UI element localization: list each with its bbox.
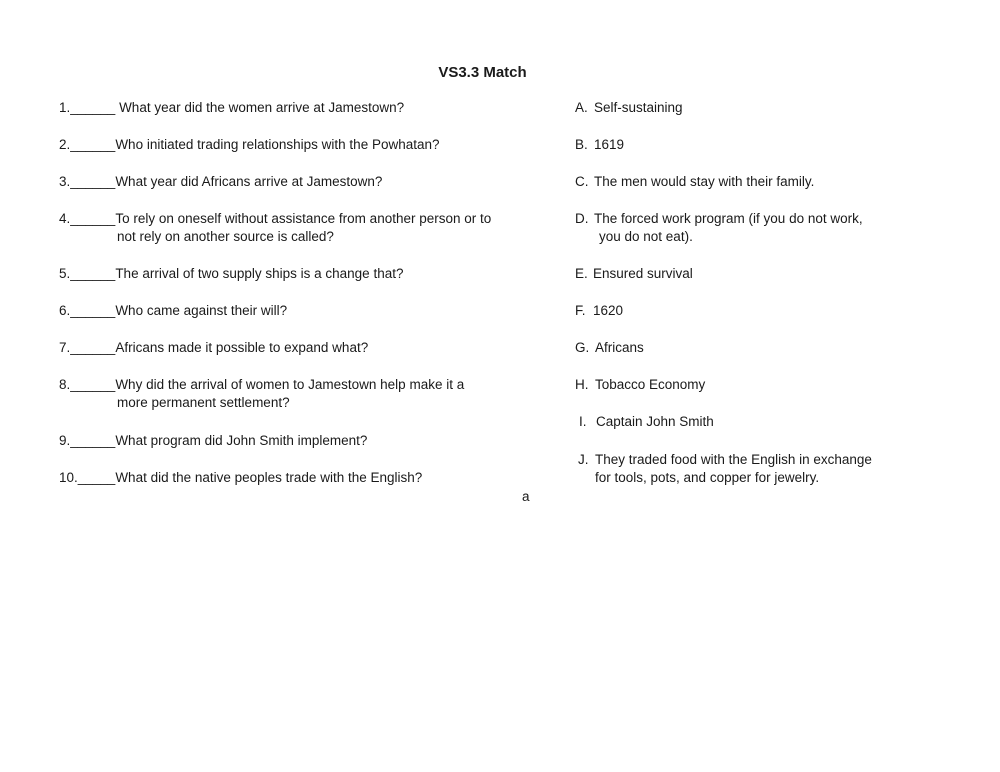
answer-letter: B.	[575, 137, 588, 152]
question-number: 4.______	[59, 211, 116, 226]
question-10	[59, 469, 422, 487]
answer-text: 1620	[593, 303, 624, 318]
answer-text: 1619	[594, 137, 625, 152]
answer-b	[575, 136, 624, 154]
answer-text: Self-sustaining	[594, 100, 683, 115]
answer-text: The forced work program (if you do not work,	[594, 211, 863, 226]
question-2	[59, 136, 440, 154]
question-number: 3.______	[59, 174, 116, 189]
question-3	[59, 173, 382, 191]
question-number: 2.______	[59, 137, 116, 152]
question-text: Africans made it possible to expand what?	[115, 340, 369, 355]
answer-g	[575, 339, 644, 357]
question-number: 8.______	[59, 377, 116, 392]
question-number: 5.______	[59, 266, 116, 281]
question-number: 9.______	[59, 433, 116, 448]
question-number: 7.______	[59, 340, 116, 355]
question-6	[59, 302, 287, 320]
question-1	[59, 99, 404, 117]
answer-i	[579, 413, 714, 431]
question-text-continued: more permanent settlement?	[117, 395, 290, 410]
question-text: The arrival of two supply ships is a change that?	[115, 266, 404, 281]
answer-letter: A.	[575, 100, 588, 115]
question-text-continued: not rely on another source is called?	[117, 229, 334, 244]
question-8	[59, 376, 464, 412]
answer-text: Ensured survival	[593, 266, 693, 281]
answer-j	[578, 451, 872, 487]
question-number: 6.______	[59, 303, 116, 318]
question-5	[59, 265, 403, 283]
question-text: To rely on oneself without assistance from another person or to	[115, 211, 492, 226]
answer-text-continued: for tools, pots, and copper for jewelry.	[595, 470, 820, 485]
question-number: 1.______	[59, 100, 120, 115]
stray-mark: a	[522, 489, 530, 504]
question-number: 10._____	[59, 470, 116, 485]
answer-letter: E.	[575, 266, 588, 281]
answer-letter: G.	[575, 340, 590, 355]
answer-letter: J.	[578, 452, 589, 467]
question-text: What program did John Smith implement?	[115, 433, 368, 448]
question-text: Why did the arrival of women to Jamestown help make it a	[115, 377, 465, 392]
question-text: What did the native peoples trade with the English?	[115, 470, 423, 485]
question-4	[59, 210, 491, 246]
answer-letter: D.	[575, 211, 589, 226]
answer-text: They traded food with the English in exchange	[595, 452, 872, 467]
answer-h	[575, 376, 705, 394]
answer-letter: H.	[575, 377, 589, 392]
answer-letter: I.	[579, 414, 587, 429]
question-text: Who initiated trading relationships with the Powhatan?	[115, 137, 440, 152]
question-7	[59, 339, 368, 357]
answer-letter: F.	[575, 303, 586, 318]
answer-text-continued: you do not eat).	[599, 229, 693, 244]
question-9	[59, 432, 367, 450]
question-text: What year did the women arrive at Jamestown?	[119, 100, 405, 115]
answer-letter: C.	[575, 174, 589, 189]
question-text: What year did Africans arrive at Jamestown?	[115, 174, 383, 189]
answer-c	[575, 173, 814, 191]
answer-text: Captain John Smith	[596, 414, 714, 429]
answer-d	[575, 210, 863, 246]
answer-text: Tobacco Economy	[595, 377, 706, 392]
page-title: VS3.3 Match	[438, 64, 527, 81]
answer-f	[575, 302, 623, 320]
answer-text: Africans	[595, 340, 644, 355]
answer-a	[575, 99, 683, 117]
question-text: Who came against their will?	[115, 303, 288, 318]
answer-e	[575, 265, 693, 283]
answer-text: The men would stay with their family.	[594, 174, 815, 189]
